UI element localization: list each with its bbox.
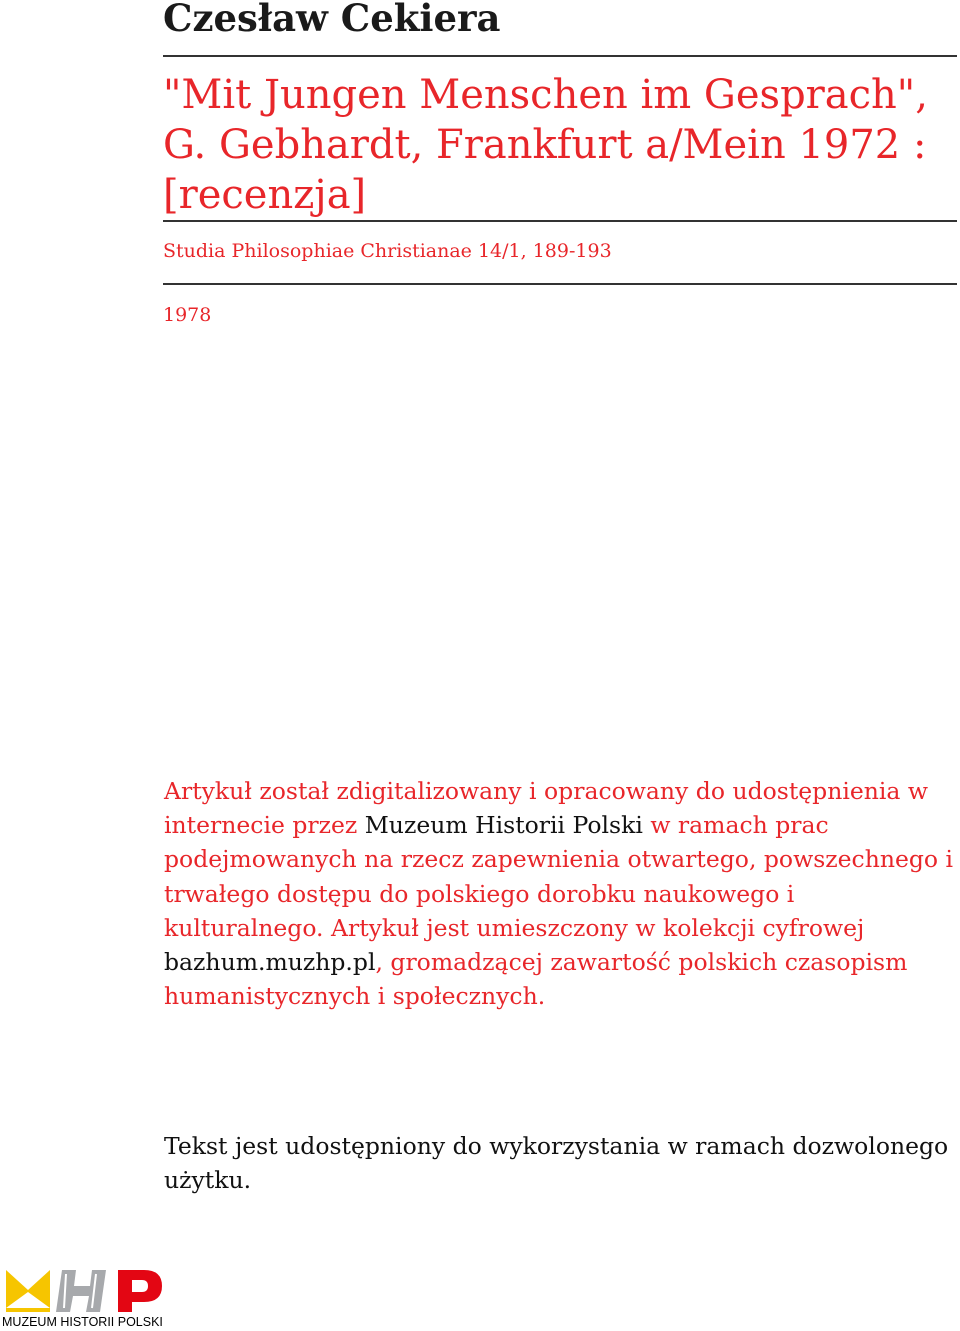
museum-logo (0, 1262, 170, 1331)
divider-top (163, 55, 957, 57)
publication-year: 1978 (163, 304, 212, 326)
usage-notice: Tekst jest udostępniony do wykorzystania w ramach dozwolonego użytku. (164, 1132, 949, 1195)
museum-name: Muzeum Historii Polski (364, 811, 643, 840)
logo-caption: MUZEUM HISTORII POLSKI (2, 1315, 163, 1329)
notice-text-2: w ramach prac podejmowanych na rzecz zapewnienia otwartego, powszechnego i trwałego dostępu do polskiego dorobku naukowego i kulturalnego. Artykuł jest umieszczony w kolekcji cyfrowej (164, 811, 954, 942)
collection-link[interactable]: bazhum.muzhp.pl (164, 948, 376, 977)
author-name: Czesław Cekiera (163, 0, 501, 40)
digitization-notice (164, 774, 954, 1013)
museum-logo-mark (0, 1262, 170, 1317)
logo-m-base (6, 1308, 50, 1312)
divider-middle (163, 220, 957, 222)
journal-source: Studia Philosophiae Christianae 14/1, 189-193 (163, 240, 612, 262)
divider-bottom (163, 283, 957, 285)
logo-p-shape (118, 1270, 162, 1312)
notice-text-3: , gromadzącej zawartość polskich czasopism humanistycznych i społecznych. (164, 948, 908, 1011)
article-title: "Mit Jungen Menschen im Gesprach", G. Gebhardt, Frankfurt a/Mein 1972 : [recenzja] (163, 72, 928, 218)
notice-text-1: Artykuł został zdigitalizowany i opracowany do udostępnienia w internecie przez (164, 777, 929, 840)
